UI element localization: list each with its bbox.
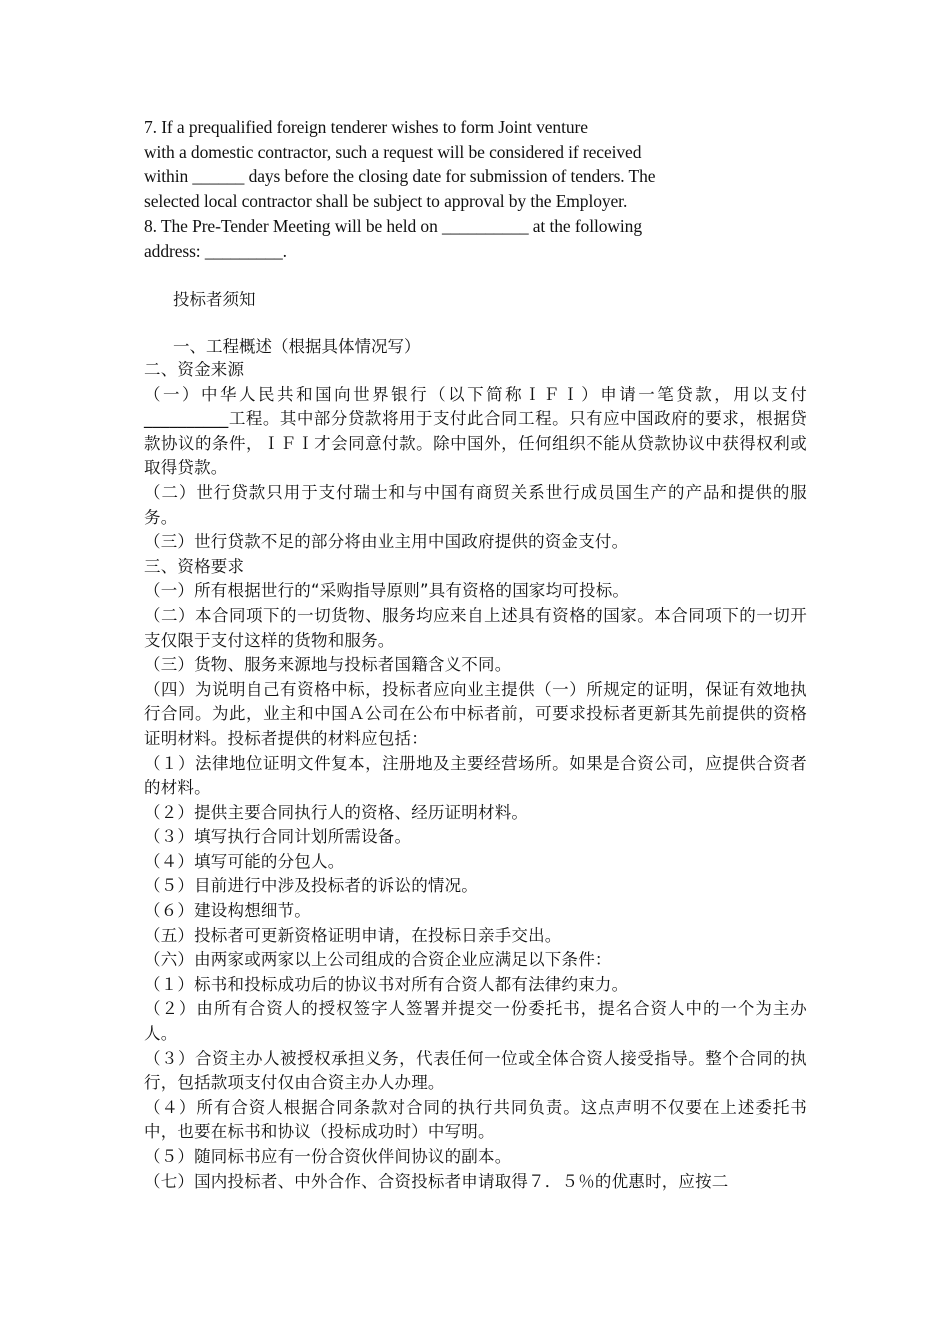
list-item: （２）提供主要合同执行人的资格、经历证明材料。	[144, 802, 529, 822]
section-3-heading: 三、资格要求	[144, 556, 245, 576]
list-item: （５）随同标书应有一份合资伙伴间协议的副本。	[144, 1147, 512, 1166]
list-item: （６）建设构想细节。	[144, 901, 311, 921]
paragraph: （五）投标者可更新资格证明申请，在投标日亲手交出。	[144, 925, 562, 945]
paragraph: （七）国内投标者、中外合作、合资投标者申请取得７．５％的优惠时，应按二	[144, 1171, 729, 1191]
list-item: （２）由所有合资人的授权签字人签署并提交一份委托书，提名合资人中的一个为主办人。	[144, 999, 807, 1044]
paragraph: （三）货物、服务来源地与投标者国籍含义不同。	[144, 655, 512, 675]
paragraph: （二）世行贷款只用于支付瑞士和与中国有商贸关系世行成员国生产的产品和提供的服务。	[144, 482, 807, 527]
section-2-heading: 二、资金来源	[144, 360, 245, 379]
document-title: 投标者须知	[173, 290, 256, 309]
section-1-heading: 一、工程概述（根据具体情况写）	[173, 337, 421, 356]
english-line-5: 8. The Pre-Tender Meeting will be held on __________ at the following	[144, 216, 642, 236]
list-item: （３）填写执行合同计划所需设备。	[144, 827, 412, 847]
list-item: （４）填写可能的分包人。	[144, 851, 345, 871]
list-item: （５）目前进行中涉及投标者的诉讼的情况。	[144, 876, 478, 896]
paragraph: （一）所有根据世行的“采购指导原则”具有资格的国家均可投标。	[144, 581, 630, 601]
list-item: （１）法律地位证明文件复本，注册地及主要经营场所。如果是合资公司，应提供合资者的材料。	[144, 753, 807, 798]
paragraph: （六）由两家或两家以上公司组成的合资企业应满足以下条件：	[144, 950, 612, 970]
english-line-2: with a domestic contractor, such a request will be considered if received	[144, 142, 642, 162]
list-item: （３）合资主办人被授权承担义务，代表任何一位或全体合资人接受指导。整个合同的执行，包括款项支付仅由合资主办人办理。	[144, 1048, 807, 1093]
paragraph: （一）中华人民共和国向世界银行（以下简称ＩＦＩ）申请一笔贷款，用以支付__________工程。其中部分贷款将用于支付此合同工程。只有应中国政府的要求，根据贷款协议的条件，ＩＦＩ才会同意付款。除中国外，任何组织不能从贷款协议中获得权利或取得贷款。	[144, 384, 807, 478]
english-line-3: within ______ days before the closing date for submission of tenders. The	[144, 166, 656, 186]
english-line-6: address: _________.	[144, 241, 287, 261]
english-line-4: selected local contractor shall be subject to approval by the Employer.	[144, 191, 628, 211]
list-item: （４）所有合资人根据合同条款对合同的执行共同负责。这点声明不仅要在上述委托书中，也要在标书和协议（投标成功时）中写明。	[144, 1097, 807, 1142]
paragraph: （二）本合同项下的一切货物、服务均应来自上述具有资格的国家。本合同项下的一切开支仅限于支付这样的货物和服务。	[144, 605, 807, 650]
paragraph: （四）为说明自己有资格中标，投标者应向业主提供（一）所规定的证明，保证有效地执行合同。为此，业主和中国Ａ公司在公布中标者前，可要求投标者更新其先前提供的资格证明材料。投标者提供的材料应包括：	[144, 679, 807, 748]
english-line-1: 7. If a prequalified foreign tenderer wishes to form Joint venture	[144, 117, 588, 137]
chinese-body	[144, 358, 807, 1194]
list-item: （１）标书和投标成功后的协议书对所有合资人都有法律约束力。	[144, 974, 629, 994]
paragraph: （三）世行贷款不足的部分将由业主用中国政府提供的资金支付。	[144, 532, 629, 552]
